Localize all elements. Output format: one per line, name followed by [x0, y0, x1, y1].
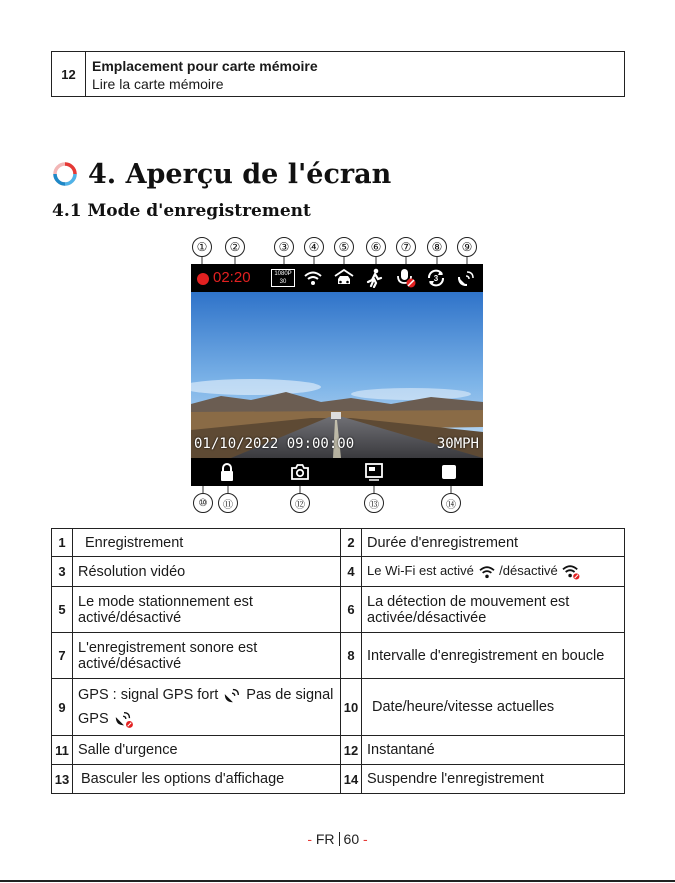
recording-time: 02:20	[213, 269, 251, 286]
gps-signal-icon	[455, 268, 477, 288]
section-title-text: 4. Aperçu de l'écran	[88, 158, 392, 190]
resolution-bottom: 30	[279, 279, 287, 285]
road-image	[191, 292, 483, 458]
cell-number: 4	[341, 557, 362, 587]
callout-12: ⑫	[290, 493, 310, 513]
table-row	[52, 557, 625, 587]
cell-text: Durée d'enregistrement	[362, 529, 625, 557]
callout-8: ⑧	[427, 237, 447, 257]
wifi-off-icon	[561, 564, 581, 580]
page-footer	[0, 831, 675, 847]
footer-divider	[339, 832, 340, 846]
cell-text: Intervalle d'enregistrement en boucle	[362, 633, 625, 679]
table-row	[52, 765, 625, 794]
section-subtitle: 4.1 Mode d'enregistrement	[52, 201, 311, 221]
cell-text: Résolution vidéo	[73, 557, 341, 587]
resolution-top: 1080P	[274, 271, 292, 277]
table-row	[52, 529, 625, 557]
speed-overlay: 30MPH	[436, 436, 479, 452]
footer-lang: FR	[315, 831, 335, 847]
wifi-icon	[478, 565, 496, 579]
gps-off-icon	[113, 709, 135, 729]
callout-3: ③	[274, 237, 294, 257]
footer-dash-left: -	[307, 831, 312, 847]
parking-car-icon	[333, 268, 355, 288]
wifi-on-text: Le Wi-Fi est activé	[367, 563, 474, 579]
cell-number: 8	[341, 633, 362, 679]
cell-text: Enregistrement	[73, 529, 341, 557]
gps-signal-icon	[222, 686, 242, 704]
display-toggle-icon[interactable]	[364, 463, 384, 481]
callout-4: ④	[304, 237, 324, 257]
cell-number: 13	[52, 765, 73, 794]
microphone-off-icon	[395, 267, 417, 289]
cell-number: 5	[52, 587, 73, 633]
legend-table	[51, 528, 625, 794]
callout-6: ⑥	[366, 237, 386, 257]
row-title: Emplacement pour carte mémoire	[92, 58, 318, 74]
cell-text: Le mode stationnement est activé/désactivé	[73, 587, 341, 633]
cell-number: 7	[52, 633, 73, 679]
cell-text-gps	[73, 679, 341, 736]
stop-recording-icon[interactable]	[440, 463, 458, 481]
lock-icon[interactable]	[219, 462, 235, 482]
callout-9: ⑨	[457, 237, 477, 257]
camera-icon[interactable]	[290, 463, 310, 481]
callout-5: ⑤	[334, 237, 354, 257]
cell-text: Date/heure/vitesse actuelles	[362, 679, 625, 736]
row-desc: Lire la carte mémoire	[92, 76, 224, 92]
callout-11: ⑪	[218, 493, 238, 513]
cell-number: 3	[52, 557, 73, 587]
control-bar	[191, 458, 483, 486]
callout-7: ⑦	[396, 237, 416, 257]
cell-number: 14	[341, 765, 362, 794]
cell-text: L'enregistrement sonore est activé/désactivé	[73, 633, 341, 679]
cell-text: Suspendre l'enregistrement	[362, 765, 625, 794]
table-row	[52, 587, 625, 633]
table-row	[52, 633, 625, 679]
table-row	[52, 679, 625, 736]
gps-none-text: Pas de signal GPS	[78, 687, 334, 727]
cell-text: Instantané	[362, 736, 625, 765]
dashcam-screen	[191, 264, 483, 486]
callout-14: ⑭	[441, 493, 461, 513]
resolution-icon	[271, 269, 295, 287]
gps-strong-text: GPS : signal GPS fort	[78, 687, 219, 703]
row-number: 12	[52, 52, 86, 96]
wifi-icon	[303, 269, 323, 287]
cell-number: 6	[341, 587, 362, 633]
cell-number: 11	[52, 736, 73, 765]
callout-10: ⑩	[193, 493, 213, 513]
cell-number: 10	[341, 679, 362, 736]
status-bar	[191, 264, 483, 292]
page-number: 60	[343, 831, 360, 847]
cell-text-wifi	[362, 557, 625, 587]
loop-recording-icon	[425, 268, 447, 288]
cell-number: 9	[52, 679, 73, 736]
bottom-rule	[0, 880, 675, 882]
motion-detection-icon	[366, 268, 384, 288]
datetime-overlay: 01/10/2022 09:00:00	[194, 436, 355, 452]
callout-1: ①	[192, 237, 212, 257]
record-icon	[197, 273, 209, 285]
footer-dash-right: -	[363, 831, 368, 847]
road-scene	[191, 292, 483, 458]
callout-13: ⑬	[364, 493, 384, 513]
callout-2: ②	[225, 237, 245, 257]
table-row	[52, 736, 625, 765]
svg-text:3: 3	[433, 274, 439, 283]
cell-number: 1	[52, 529, 73, 557]
cell-text: Salle d'urgence	[73, 736, 341, 765]
cell-number: 12	[341, 736, 362, 765]
cell-text: La détection de mouvement est activée/désactivée	[362, 587, 625, 633]
cell-number: 2	[341, 529, 362, 557]
wifi-off-text: /désactivé	[499, 563, 558, 579]
cell-text: Basculer les options d'affichage	[73, 765, 341, 794]
